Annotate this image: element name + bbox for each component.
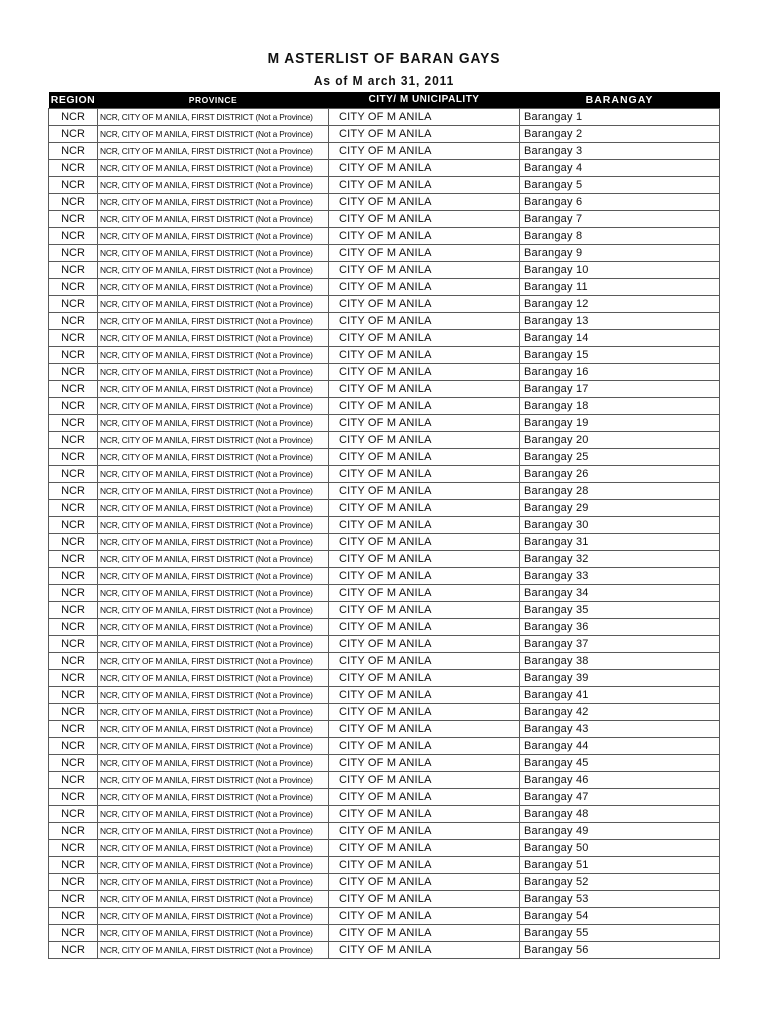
barangay-cell: Barangay 37 [520, 636, 720, 653]
region-cell: NCR [49, 806, 98, 823]
region-cell: NCR [49, 364, 98, 381]
barangay-cell: Barangay 3 [520, 143, 720, 160]
city-cell: CITY OF M ANILA [329, 449, 520, 466]
region-cell: NCR [49, 194, 98, 211]
barangay-cell: Barangay 29 [520, 500, 720, 517]
province-cell: NCR, CITY OF M ANILA, FIRST DISTRICT (Not a Province) [98, 109, 329, 126]
table-row [49, 313, 720, 330]
table-row [49, 908, 720, 925]
province-cell: NCR, CITY OF M ANILA, FIRST DISTRICT (Not a Province) [98, 262, 329, 279]
table-row [49, 262, 720, 279]
province-cell: NCR, CITY OF M ANILA, FIRST DISTRICT (Not a Province) [98, 772, 329, 789]
city-cell: CITY OF M ANILA [329, 330, 520, 347]
province-cell: NCR, CITY OF M ANILA, FIRST DISTRICT (Not a Province) [98, 891, 329, 908]
province-cell: NCR, CITY OF M ANILA, FIRST DISTRICT (Not a Province) [98, 721, 329, 738]
barangay-cell: Barangay 45 [520, 755, 720, 772]
barangay-cell: Barangay 39 [520, 670, 720, 687]
city-cell: CITY OF M ANILA [329, 398, 520, 415]
region-cell: NCR [49, 279, 98, 296]
province-cell: NCR, CITY OF M ANILA, FIRST DISTRICT (Not a Province) [98, 177, 329, 194]
city-cell: CITY OF M ANILA [329, 381, 520, 398]
table-row [49, 755, 720, 772]
region-cell: NCR [49, 228, 98, 245]
table-row [49, 806, 720, 823]
barangay-cell: Barangay 20 [520, 432, 720, 449]
province-cell: NCR, CITY OF M ANILA, FIRST DISTRICT (Not a Province) [98, 279, 329, 296]
barangay-cell: Barangay 47 [520, 789, 720, 806]
barangay-cell: Barangay 19 [520, 415, 720, 432]
table-row [49, 245, 720, 262]
city-cell: CITY OF M ANILA [329, 704, 520, 721]
table-row [49, 364, 720, 381]
region-cell: NCR [49, 619, 98, 636]
city-cell: CITY OF M ANILA [329, 772, 520, 789]
region-cell: NCR [49, 483, 98, 500]
table-row [49, 177, 720, 194]
barangay-cell: Barangay 46 [520, 772, 720, 789]
province-cell: NCR, CITY OF M ANILA, FIRST DISTRICT (Not a Province) [98, 687, 329, 704]
column-header-barangay: BARANGAY [585, 94, 654, 106]
region-cell: NCR [49, 551, 98, 568]
province-cell: NCR, CITY OF M ANILA, FIRST DISTRICT (Not a Province) [98, 313, 329, 330]
table-row [49, 398, 720, 415]
province-cell: NCR, CITY OF M ANILA, FIRST DISTRICT (Not a Province) [98, 551, 329, 568]
table-row [49, 738, 720, 755]
barangay-cell: Barangay 55 [520, 925, 720, 942]
region-cell: NCR [49, 704, 98, 721]
table-row [49, 160, 720, 177]
province-cell: NCR, CITY OF M ANILA, FIRST DISTRICT (Not a Province) [98, 432, 329, 449]
table-row [49, 551, 720, 568]
city-cell: CITY OF M ANILA [329, 789, 520, 806]
province-cell: NCR, CITY OF M ANILA, FIRST DISTRICT (Not a Province) [98, 381, 329, 398]
city-cell: CITY OF M ANILA [329, 857, 520, 874]
table-row [49, 500, 720, 517]
barangay-cell: Barangay 9 [520, 245, 720, 262]
barangay-cell: Barangay 12 [520, 296, 720, 313]
barangay-cell: Barangay 10 [520, 262, 720, 279]
city-cell: CITY OF M ANILA [329, 245, 520, 262]
region-cell: NCR [49, 772, 98, 789]
barangay-cell: Barangay 33 [520, 568, 720, 585]
province-cell: NCR, CITY OF M ANILA, FIRST DISTRICT (Not a Province) [98, 925, 329, 942]
region-cell: NCR [49, 891, 98, 908]
province-cell: NCR, CITY OF M ANILA, FIRST DISTRICT (Not a Province) [98, 619, 329, 636]
barangay-cell: Barangay 7 [520, 211, 720, 228]
province-cell: NCR, CITY OF M ANILA, FIRST DISTRICT (Not a Province) [98, 466, 329, 483]
barangay-cell: Barangay 5 [520, 177, 720, 194]
barangay-cell: Barangay 11 [520, 279, 720, 296]
city-cell: CITY OF M ANILA [329, 534, 520, 551]
province-cell: NCR, CITY OF M ANILA, FIRST DISTRICT (Not a Province) [98, 143, 329, 160]
city-cell: CITY OF M ANILA [329, 160, 520, 177]
region-cell: NCR [49, 823, 98, 840]
city-cell: CITY OF M ANILA [329, 364, 520, 381]
table-row [49, 704, 720, 721]
province-cell: NCR, CITY OF M ANILA, FIRST DISTRICT (Not a Province) [98, 874, 329, 891]
page-title: M ASTERLIST OF BARAN GAYS [267, 50, 501, 67]
table-row [49, 619, 720, 636]
table-row [49, 109, 720, 126]
region-cell: NCR [49, 330, 98, 347]
city-cell: CITY OF M ANILA [329, 908, 520, 925]
region-cell: NCR [49, 653, 98, 670]
city-cell: CITY OF M ANILA [329, 432, 520, 449]
province-cell: NCR, CITY OF M ANILA, FIRST DISTRICT (Not a Province) [98, 483, 329, 500]
region-cell: NCR [49, 942, 98, 959]
table-row [49, 415, 720, 432]
barangay-cell: Barangay 28 [520, 483, 720, 500]
table-row [49, 840, 720, 857]
city-cell: CITY OF M ANILA [329, 483, 520, 500]
column-header-city: CITY/ M UNICIPALITY [368, 94, 480, 105]
region-cell: NCR [49, 687, 98, 704]
barangay-table [48, 92, 720, 959]
barangay-cell: Barangay 36 [520, 619, 720, 636]
city-cell: CITY OF M ANILA [329, 721, 520, 738]
region-cell: NCR [49, 534, 98, 551]
city-cell: CITY OF M ANILA [329, 755, 520, 772]
province-cell: NCR, CITY OF M ANILA, FIRST DISTRICT (Not a Province) [98, 517, 329, 534]
table-row [49, 925, 720, 942]
barangay-cell: Barangay 43 [520, 721, 720, 738]
city-cell: CITY OF M ANILA [329, 415, 520, 432]
table-row [49, 483, 720, 500]
province-cell: NCR, CITY OF M ANILA, FIRST DISTRICT (Not a Province) [98, 500, 329, 517]
table-row [49, 330, 720, 347]
table-row [49, 857, 720, 874]
region-cell: NCR [49, 398, 98, 415]
region-cell: NCR [49, 636, 98, 653]
region-cell: NCR [49, 568, 98, 585]
barangay-cell: Barangay 4 [520, 160, 720, 177]
table-row [49, 143, 720, 160]
city-cell: CITY OF M ANILA [329, 296, 520, 313]
city-cell: CITY OF M ANILA [329, 466, 520, 483]
barangay-cell: Barangay 38 [520, 653, 720, 670]
region-cell: NCR [49, 466, 98, 483]
barangay-cell: Barangay 17 [520, 381, 720, 398]
barangay-cell: Barangay 53 [520, 891, 720, 908]
city-cell: CITY OF M ANILA [329, 636, 520, 653]
barangay-cell: Barangay 56 [520, 942, 720, 959]
region-cell: NCR [49, 670, 98, 687]
city-cell: CITY OF M ANILA [329, 279, 520, 296]
barangay-cell: Barangay 13 [520, 313, 720, 330]
city-cell: CITY OF M ANILA [329, 194, 520, 211]
city-cell: CITY OF M ANILA [329, 347, 520, 364]
region-cell: NCR [49, 585, 98, 602]
city-cell: CITY OF M ANILA [329, 823, 520, 840]
barangay-cell: Barangay 49 [520, 823, 720, 840]
table-row [49, 585, 720, 602]
table-row [49, 568, 720, 585]
region-cell: NCR [49, 415, 98, 432]
barangay-cell: Barangay 35 [520, 602, 720, 619]
barangay-cell: Barangay 8 [520, 228, 720, 245]
city-cell: CITY OF M ANILA [329, 585, 520, 602]
table-row [49, 789, 720, 806]
barangay-cell: Barangay 50 [520, 840, 720, 857]
province-cell: NCR, CITY OF M ANILA, FIRST DISTRICT (Not a Province) [98, 806, 329, 823]
table-row [49, 636, 720, 653]
province-cell: NCR, CITY OF M ANILA, FIRST DISTRICT (Not a Province) [98, 704, 329, 721]
city-cell: CITY OF M ANILA [329, 500, 520, 517]
table-row [49, 670, 720, 687]
region-cell: NCR [49, 755, 98, 772]
city-cell: CITY OF M ANILA [329, 806, 520, 823]
region-cell: NCR [49, 925, 98, 942]
table-row [49, 279, 720, 296]
barangay-cell: Barangay 6 [520, 194, 720, 211]
province-cell: NCR, CITY OF M ANILA, FIRST DISTRICT (Not a Province) [98, 857, 329, 874]
province-cell: NCR, CITY OF M ANILA, FIRST DISTRICT (Not a Province) [98, 585, 329, 602]
province-cell: NCR, CITY OF M ANILA, FIRST DISTRICT (Not a Province) [98, 245, 329, 262]
province-cell: NCR, CITY OF M ANILA, FIRST DISTRICT (Not a Province) [98, 296, 329, 313]
region-cell: NCR [49, 857, 98, 874]
province-cell: NCR, CITY OF M ANILA, FIRST DISTRICT (Not a Province) [98, 449, 329, 466]
region-cell: NCR [49, 789, 98, 806]
region-cell: NCR [49, 109, 98, 126]
column-header-region: REGION [50, 94, 96, 106]
region-cell: NCR [49, 262, 98, 279]
table-row [49, 126, 720, 143]
table-row [49, 942, 720, 959]
region-cell: NCR [49, 160, 98, 177]
table-row [49, 721, 720, 738]
province-cell: NCR, CITY OF M ANILA, FIRST DISTRICT (Not a Province) [98, 347, 329, 364]
region-cell: NCR [49, 126, 98, 143]
table-header-row [49, 92, 720, 109]
city-cell: CITY OF M ANILA [329, 925, 520, 942]
barangay-cell: Barangay 42 [520, 704, 720, 721]
city-cell: CITY OF M ANILA [329, 653, 520, 670]
city-cell: CITY OF M ANILA [329, 313, 520, 330]
region-cell: NCR [49, 449, 98, 466]
city-cell: CITY OF M ANILA [329, 262, 520, 279]
region-cell: NCR [49, 874, 98, 891]
city-cell: CITY OF M ANILA [329, 517, 520, 534]
province-cell: NCR, CITY OF M ANILA, FIRST DISTRICT (Not a Province) [98, 789, 329, 806]
barangay-cell: Barangay 14 [520, 330, 720, 347]
region-cell: NCR [49, 177, 98, 194]
province-cell: NCR, CITY OF M ANILA, FIRST DISTRICT (Not a Province) [98, 126, 329, 143]
region-cell: NCR [49, 245, 98, 262]
barangay-cell: Barangay 18 [520, 398, 720, 415]
barangay-cell: Barangay 41 [520, 687, 720, 704]
barangay-cell: Barangay 26 [520, 466, 720, 483]
column-header-province: PROVINCE [188, 95, 238, 105]
region-cell: NCR [49, 500, 98, 517]
city-cell: CITY OF M ANILA [329, 551, 520, 568]
province-cell: NCR, CITY OF M ANILA, FIRST DISTRICT (Not a Province) [98, 398, 329, 415]
barangay-cell: Barangay 25 [520, 449, 720, 466]
table-row [49, 228, 720, 245]
province-cell: NCR, CITY OF M ANILA, FIRST DISTRICT (Not a Province) [98, 364, 329, 381]
table-row [49, 517, 720, 534]
region-cell: NCR [49, 347, 98, 364]
city-cell: CITY OF M ANILA [329, 143, 520, 160]
city-cell: CITY OF M ANILA [329, 891, 520, 908]
table-row [49, 823, 720, 840]
table-row [49, 772, 720, 789]
barangay-cell: Barangay 52 [520, 874, 720, 891]
region-cell: NCR [49, 908, 98, 925]
province-cell: NCR, CITY OF M ANILA, FIRST DISTRICT (Not a Province) [98, 415, 329, 432]
page-subtitle: As of M arch 31, 2011 [313, 73, 455, 88]
city-cell: CITY OF M ANILA [329, 738, 520, 755]
city-cell: CITY OF M ANILA [329, 942, 520, 959]
barangay-cell: Barangay 34 [520, 585, 720, 602]
province-cell: NCR, CITY OF M ANILA, FIRST DISTRICT (Not a Province) [98, 738, 329, 755]
region-cell: NCR [49, 313, 98, 330]
table-row [49, 194, 720, 211]
region-cell: NCR [49, 602, 98, 619]
province-cell: NCR, CITY OF M ANILA, FIRST DISTRICT (Not a Province) [98, 534, 329, 551]
region-cell: NCR [49, 840, 98, 857]
region-cell: NCR [49, 143, 98, 160]
province-cell: NCR, CITY OF M ANILA, FIRST DISTRICT (Not a Province) [98, 211, 329, 228]
city-cell: CITY OF M ANILA [329, 687, 520, 704]
city-cell: CITY OF M ANILA [329, 109, 520, 126]
table-row [49, 296, 720, 313]
province-cell: NCR, CITY OF M ANILA, FIRST DISTRICT (Not a Province) [98, 636, 329, 653]
province-cell: NCR, CITY OF M ANILA, FIRST DISTRICT (Not a Province) [98, 568, 329, 585]
province-cell: NCR, CITY OF M ANILA, FIRST DISTRICT (Not a Province) [98, 160, 329, 177]
province-cell: NCR, CITY OF M ANILA, FIRST DISTRICT (Not a Province) [98, 194, 329, 211]
province-cell: NCR, CITY OF M ANILA, FIRST DISTRICT (Not a Province) [98, 602, 329, 619]
table-row [49, 466, 720, 483]
province-cell: NCR, CITY OF M ANILA, FIRST DISTRICT (Not a Province) [98, 942, 329, 959]
table-row [49, 891, 720, 908]
province-cell: NCR, CITY OF M ANILA, FIRST DISTRICT (Not a Province) [98, 755, 329, 772]
table-row [49, 687, 720, 704]
barangay-cell: Barangay 48 [520, 806, 720, 823]
region-cell: NCR [49, 296, 98, 313]
barangay-cell: Barangay 51 [520, 857, 720, 874]
table-row [49, 534, 720, 551]
barangay-cell: Barangay 15 [520, 347, 720, 364]
barangay-cell: Barangay 44 [520, 738, 720, 755]
region-cell: NCR [49, 211, 98, 228]
province-cell: NCR, CITY OF M ANILA, FIRST DISTRICT (Not a Province) [98, 840, 329, 857]
province-cell: NCR, CITY OF M ANILA, FIRST DISTRICT (Not a Province) [98, 653, 329, 670]
city-cell: CITY OF M ANILA [329, 840, 520, 857]
city-cell: CITY OF M ANILA [329, 670, 520, 687]
city-cell: CITY OF M ANILA [329, 211, 520, 228]
table-row [49, 449, 720, 466]
region-cell: NCR [49, 738, 98, 755]
table-row [49, 874, 720, 891]
barangay-cell: Barangay 54 [520, 908, 720, 925]
table-row [49, 211, 720, 228]
province-cell: NCR, CITY OF M ANILA, FIRST DISTRICT (Not a Province) [98, 228, 329, 245]
province-cell: NCR, CITY OF M ANILA, FIRST DISTRICT (Not a Province) [98, 330, 329, 347]
table-row [49, 653, 720, 670]
table-row [49, 347, 720, 364]
region-cell: NCR [49, 381, 98, 398]
province-cell: NCR, CITY OF M ANILA, FIRST DISTRICT (Not a Province) [98, 908, 329, 925]
barangay-cell: Barangay 2 [520, 126, 720, 143]
table-row [49, 602, 720, 619]
barangay-cell: Barangay 1 [520, 109, 720, 126]
table-row [49, 381, 720, 398]
city-cell: CITY OF M ANILA [329, 177, 520, 194]
table-row [49, 432, 720, 449]
region-cell: NCR [49, 721, 98, 738]
region-cell: NCR [49, 432, 98, 449]
city-cell: CITY OF M ANILA [329, 228, 520, 245]
barangay-cell: Barangay 16 [520, 364, 720, 381]
city-cell: CITY OF M ANILA [329, 602, 520, 619]
province-cell: NCR, CITY OF M ANILA, FIRST DISTRICT (Not a Province) [98, 823, 329, 840]
city-cell: CITY OF M ANILA [329, 619, 520, 636]
city-cell: CITY OF M ANILA [329, 568, 520, 585]
barangay-cell: Barangay 31 [520, 534, 720, 551]
barangay-cell: Barangay 32 [520, 551, 720, 568]
city-cell: CITY OF M ANILA [329, 874, 520, 891]
region-cell: NCR [49, 517, 98, 534]
barangay-cell: Barangay 30 [520, 517, 720, 534]
province-cell: NCR, CITY OF M ANILA, FIRST DISTRICT (Not a Province) [98, 670, 329, 687]
city-cell: CITY OF M ANILA [329, 126, 520, 143]
table-body [49, 109, 720, 959]
